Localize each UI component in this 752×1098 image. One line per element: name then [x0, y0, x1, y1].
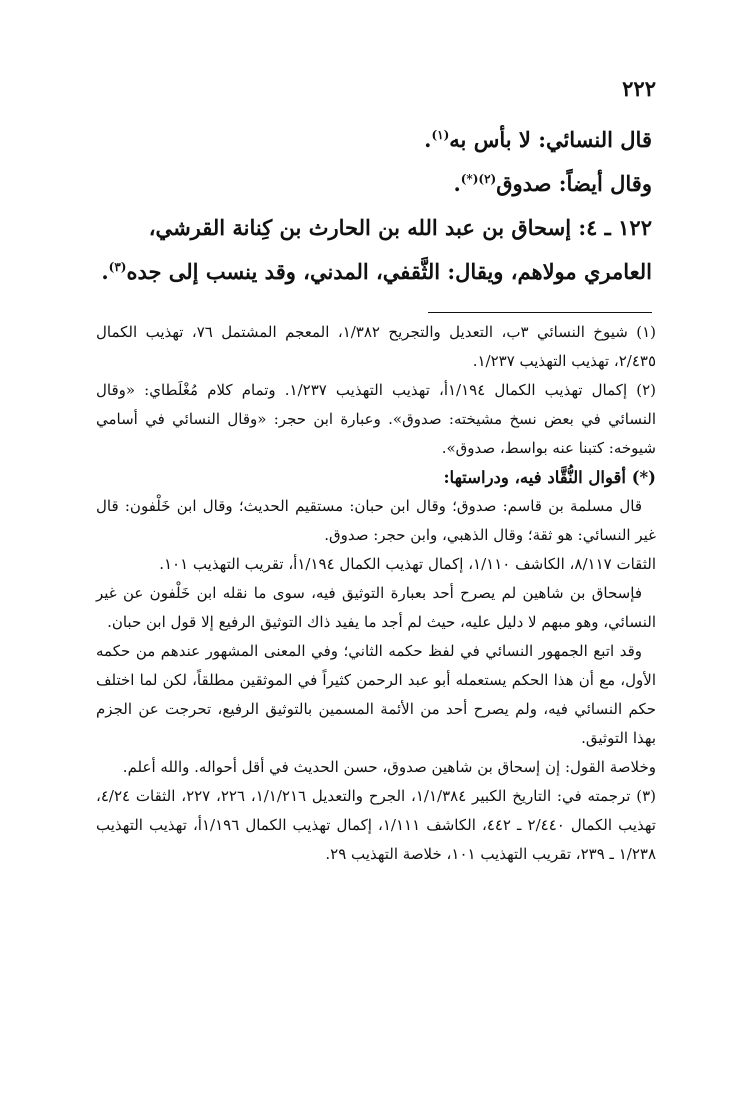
- nasai-statement-1: [92, 118, 652, 162]
- footnote-separator: [428, 312, 652, 313]
- critics-paragraph-1: [96, 492, 656, 550]
- critics-conclusion: وخلاصة القول: إن إسحاق بن شاهين صدوق، حسن الحديث في أقل أحواله. والله أعلم.: [122, 758, 656, 776]
- nasai-statement-2: [92, 162, 652, 206]
- page-number: ٢٢٢: [622, 76, 656, 101]
- footnote-ref-3: (٣): [108, 260, 127, 274]
- statement-2-text: وقال أيضاً: صدوق: [496, 171, 652, 196]
- critics-heading: (*) أقوال النُّقَّاد فيه، ودراستها:: [443, 468, 656, 487]
- footnote-2: (٢) إكمال تهذيب الكمال ١/١٩٤أ، تهذيب التهذيب ١/٢٣٧. وتمام كلام مُغْلَطاي: «وقال النسائي في بعض نسخ مشيخته: صدوق». وعبارة ابن حجر: «وقال النسائي في أسامي شيوخه: كتبنا عنه بواسط، صدوق».: [96, 381, 656, 457]
- critics-sources: الثقات ٨/١١٧، الكاشف ١/١١٠، إكمال تهذيب الكمال ١/١٩٤أ، تقريب التهذيب ١٠١.: [159, 555, 656, 573]
- critics-paragraph-3: [96, 579, 656, 637]
- footnotes: [96, 318, 656, 869]
- critics-paragraph-1-text: قال مسلمة بن قاسم: صدوق؛ وقال ابن حبان: مستقيم الحديث؛ وقال ابن خَلْفون: قال غير النسائي: هو ثقة؛ وقال الذهبي، وابن حجر: صدوق.: [96, 497, 656, 544]
- footnote-3: (٣) ترجمته في: التاريخ الكبير ١/١/٣٨٤، الجرح والتعديل ١/١/٢١٦، ٢٢٦، ٢٢٧، الثقات ٤/٢٤، تهذيب الكمال ٢/٤٤٠ ـ ٤٤٢، الكاشف ١/١١١، إكمال تهذيب الكمال ١/١٩٦أ، تهذيب التهذيب ١/٢٣٨ ـ ٢٣٩، تقريب التهذيب ١٠١، خلاصة التهذيب ٢٩.: [96, 787, 656, 863]
- main-text: [92, 118, 652, 294]
- critics-paragraph-4: [96, 637, 656, 753]
- footnote-1: (١) شيوخ النسائي ٣ب، التعديل والتجريح ١/٣٨٢، المعجم المشتمل ٧٦، تهذيب الكمال ٢/٤٣٥، تهذيب التهذيب ١/٢٣٧.: [96, 323, 657, 370]
- footnote-ref-2: (٢)(*): [460, 172, 497, 186]
- critics-paragraph-3-text: فإسحاق بن شاهين لم يصرح أحد بعبارة التوثيق فيه، سوى ما نقله ابن خَلْفون عن غير النسائي، وهو مبهم لا دليل عليه، حيث لم أجد ما يفيد ذاك التوثيق الرفيع إلا قول ابن حبان.: [96, 584, 656, 631]
- statement-1-end: .: [424, 127, 432, 152]
- critics-paragraph-4-text: وقد اتبع الجمهور النسائي في لفظ حكمه الثاني؛ وفي المعنى المشهور عندهم من حكمه الأول، مع أن هذا الحكم يستعمله أبو عبد الرحمن كثيراً في الموثقين مطلقاً، لكن لما اختلف حكم النسائي فيه، ولم يصرح أحد من الأئمة المسمين بالتوثيق الرفيع، تحرجت عن الجزم بهذا التوثيق.: [96, 642, 656, 747]
- entry-end: .: [101, 259, 109, 284]
- statement-2-end: .: [453, 171, 461, 196]
- statement-1-text: قال النسائي: لا بأس به: [449, 127, 652, 152]
- narrator-entry: [92, 206, 652, 294]
- footnote-ref-1: (١): [431, 128, 450, 142]
- entry-text: ١٢٢ ـ ٤: إسحاق بن عبد الله بن الحارث بن كِنانة القرشي، العامري مولاهم، ويقال: الثَّقفي، المدني، وقد ينسب إلى جده: [126, 215, 652, 284]
